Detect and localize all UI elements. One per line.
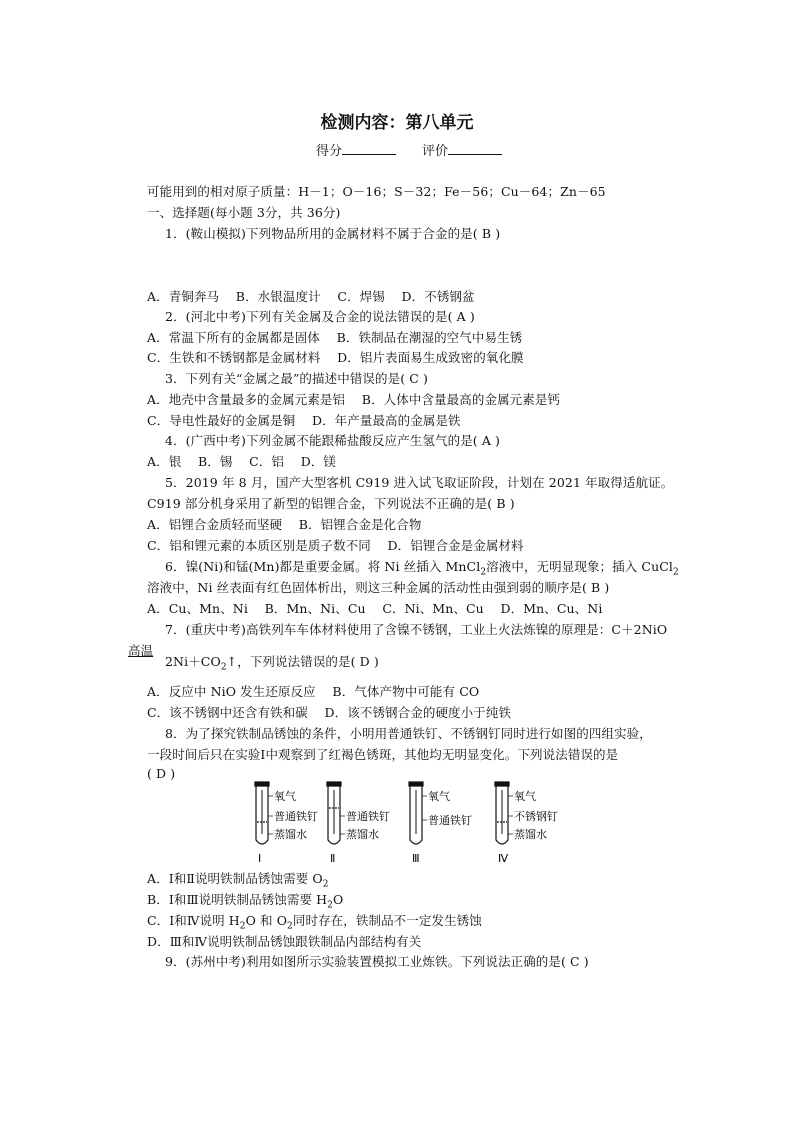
q6-sub-b: 2	[673, 567, 679, 578]
t4-water-label: 蒸馏水	[514, 828, 547, 841]
q6-text-b: 溶液中，无明显现象；插入 CuCl	[486, 559, 673, 574]
question-5-line-2: C919 部分机身采用了新型的铝锂合金，下列说法不正确的是( B )	[147, 496, 515, 511]
t4-steel-label: 不锈钢钉	[514, 810, 558, 823]
tube-1	[255, 782, 269, 844]
q8c-text-1: C．Ⅰ和Ⅳ说明 H	[147, 913, 240, 928]
question-3-options-cd: C．导电性最好的金属是铜 D．年产量最高的金属是铁	[147, 413, 461, 428]
tube-3	[409, 782, 423, 844]
question-7-line-3	[165, 652, 379, 673]
question-6-options: A．Cu、Mn、Ni B．Mn、Ni、Cu C．Ni、Mn、Cu D．Mn、Cu、Ni	[147, 601, 603, 616]
question-1-options: A．青铜奔马 B．水银温度计 C．焊锡 D．不锈钢盆	[147, 289, 475, 304]
question-3-options-ab: A．地壳中含量最多的金属元素是铝 B．人体中含量最高的金属元素是钙	[147, 392, 561, 407]
question-3: 3．下列有关“金属之最”的描述中错误的是( C )	[165, 371, 428, 386]
question-8-option-b	[147, 890, 343, 911]
q6-text-a: 6．镍(Ni)和锰(Mn)都是重要金属。将 Ni 丝插入 MnCl	[165, 559, 481, 574]
score-blank[interactable]	[342, 142, 396, 155]
q8a-text: A．Ⅰ和Ⅱ说明铁制品锈蚀需要 O	[147, 871, 323, 886]
question-8-line-1: 8．为了探究铁制品锈蚀的条件，小明用普通铁钉、不锈钢钉同时进行如图的四组实验，	[165, 726, 652, 741]
q8c-sub-1: 2	[239, 921, 246, 932]
question-4: 4．(广西中考)下列金属不能跟稀盐酸反应产生氢气的是( A )	[165, 433, 501, 448]
q7-text-a: 2Ni＋CO	[165, 654, 221, 669]
question-2-options-cd: C．生铁和不锈钢都是金属材料 D．铝片表面易生成致密的氧化膜	[147, 350, 524, 365]
tube-2-numeral: Ⅱ	[330, 852, 336, 865]
q8c-text-3: 同时存在，铁制品不一定发生锈蚀	[292, 913, 482, 928]
q7-text-b: ↑，下列说法错误的是( D )	[226, 654, 379, 669]
t4-oxygen-label: 氧气	[514, 790, 536, 803]
tube-1-numeral: Ⅰ	[258, 852, 262, 865]
question-8-line-2: 一段时间后只在实验Ⅰ中观察到了红褐色锈斑，其他均无明显变化。下列说法错误的是	[147, 747, 619, 762]
test-tubes-diagram	[245, 778, 585, 868]
q6-sub-a: 2	[480, 567, 487, 578]
t2-water-label: 蒸馏水	[346, 828, 379, 841]
question-8-option-d: D．Ⅲ和Ⅳ说明铁制品锈蚀跟铁制品内部结构有关	[147, 934, 422, 949]
question-7-line-1: 7．(重庆中考)高铁列车车体材料使用了含镍不锈钢，工业上火法炼镍的原理是：C＋2NiO	[165, 622, 668, 637]
section-heading: 一、选择题(每小题 3分，共 36分)	[147, 205, 341, 220]
question-5-line-1: 5．2019 年 8 月，国产大型客机 C919 进入试飞取证阶段，计划在 2021 年取得适航证。	[165, 475, 674, 490]
q8b-tail: O	[332, 892, 344, 907]
t3-nail-label: 普通铁钉	[428, 814, 472, 827]
score-label: 得分	[316, 144, 343, 159]
q8c-sub-2: 2	[287, 921, 293, 932]
page-title: 检测内容：第八单元	[320, 113, 474, 133]
eval-blank[interactable]	[448, 142, 502, 155]
q7-condition: 高温	[128, 643, 154, 658]
score-eval-row	[316, 140, 502, 159]
question-4-options: A．银 B．锡 C．铝 D．镁	[147, 454, 337, 469]
q7-sub: 2	[220, 662, 227, 673]
q8a-sub: 2	[322, 879, 329, 890]
question-7-options-ab: A．反应中 NiO 发生还原反应 B．气体产物中可能有 CO	[147, 684, 480, 699]
question-9: 9．(苏州中考)利用如图所示实验装置模拟工业炼铁。下列说法正确的是( C )	[165, 954, 589, 969]
t1-water-label: 蒸馏水	[274, 828, 307, 841]
tube-4	[495, 782, 509, 844]
q8c-text-2: O 和 O	[245, 913, 288, 928]
t3-oxygen-label: 氧气	[428, 790, 450, 803]
q8b-text: B．Ⅰ和Ⅲ说明铁制品锈蚀需要 H	[147, 892, 328, 907]
t2-nail-label: 普通铁钉	[346, 810, 390, 823]
question-2: 2．(河北中考)下列有关金属及合金的说法错误的是( A )	[165, 309, 475, 324]
question-7-line-2	[128, 641, 153, 659]
q8b-sub: 2	[327, 900, 333, 911]
question-6-line-2: 溶液中，Ni 丝表面有红色固体析出，则这三种金属的活动性由强到弱的顺序是( B )	[147, 580, 610, 595]
tube-4-numeral: Ⅳ	[498, 852, 509, 865]
question-7-options-cd: C．该不锈钢中还含有铁和碳 D．该不锈钢合金的硬度小于纯铁	[147, 705, 512, 720]
tube-3-numeral: Ⅲ	[412, 852, 420, 865]
question-8-option-c	[147, 911, 482, 932]
t1-nail-label: 普通铁钉	[274, 810, 318, 823]
question-1: 1．(鞍山模拟)下列物品所用的金属材料不属于合金的是( B )	[165, 226, 501, 241]
question-8-option-a	[147, 869, 329, 890]
question-8-line-3: ( D )	[147, 766, 176, 781]
question-2-options-ab: A．常温下所有的金属都是固体 B．铁制品在潮湿的空气中易生锈	[147, 330, 523, 345]
atomic-mass-line: 可能用到的相对原子质量：H－1；O－16；S－32；Fe－56；Cu－64；Zn－65	[147, 184, 606, 199]
tube-2	[327, 782, 341, 844]
question-5-options-ab: A．铝锂合金质轻而坚硬 B．铝锂合金是化合物	[147, 517, 422, 532]
question-6-line-1	[165, 557, 679, 578]
question-5-options-cd: C．铝和锂元素的本质区别是质子数不同 D．铝锂合金是金属材料	[147, 538, 524, 553]
t1-oxygen-label: 氧气	[274, 790, 296, 803]
eval-label: 评价	[422, 144, 449, 159]
rust-experiment-figure	[245, 778, 585, 868]
